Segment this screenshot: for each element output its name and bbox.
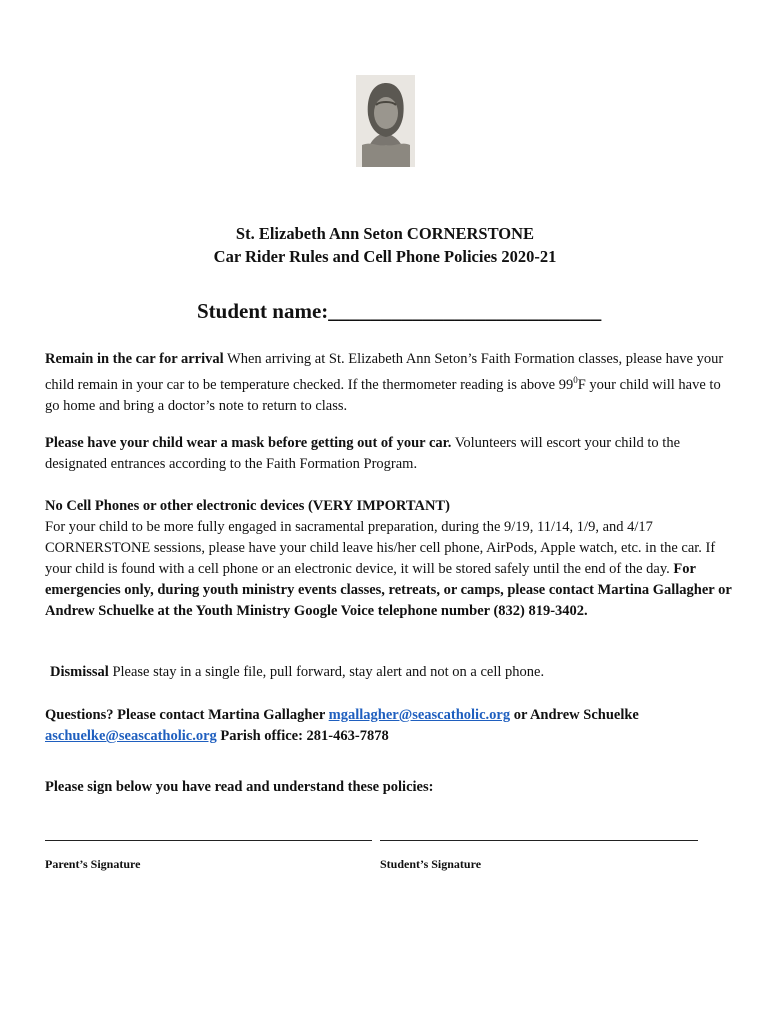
mask-heading: Please have your child wear a mask before getting out of your car.	[45, 435, 452, 451]
document-subtitle: Car Rider Rules and Cell Phone Policies 2020-21	[213, 247, 557, 266]
mask-paragraph	[45, 433, 735, 475]
degree-sup: 0	[573, 375, 578, 385]
student-name-field: Student name:__________________________	[197, 299, 602, 323]
mask-body: Volunteers will escort your child to the designated entrances according to the Faith Formation Program.	[45, 435, 680, 472]
questions-middle: or Andrew Schuelke	[510, 707, 639, 723]
dismissal-paragraph	[50, 662, 740, 683]
student-signature-label: Student’s Signature	[380, 857, 482, 871]
remain-in-car-paragraph	[45, 349, 735, 417]
parent-signature-line[interactable]	[45, 840, 372, 842]
email-link-gallagher[interactable]: mgallagher@seascatholic.org	[328, 707, 511, 723]
student-signature-line[interactable]	[380, 840, 698, 842]
phones-paragraph	[45, 496, 735, 622]
emergency-text: For emergencies only, during youth ministry events classes, retreats, or camps, please contact Martina Gallagher or Andrew Schuelke at the Youth Ministry Google Voice telephone number (832) 819-3402.	[45, 561, 732, 619]
remain-body: When arriving at St. Elizabeth Ann Seton’s Faith Formation classes, please have your child remain in your car to be temperature checked. If the thermometer reading is above 99	[45, 351, 724, 393]
dismissal-heading: Dismissal	[50, 664, 109, 680]
questions-paragraph	[45, 705, 735, 747]
remain-heading: Remain in the car for arrival	[45, 351, 224, 367]
remain-body-2: F your child will have to go home and bring a doctor’s note to return to class.	[45, 376, 721, 414]
phones-heading: No Cell Phones or other electronic devices (VERY IMPORTANT)	[45, 498, 450, 514]
parish-office: Parish office: 281-463-7878	[216, 728, 389, 744]
statue-photo	[356, 75, 415, 167]
phones-body: For your child to be more fully engaged in sacramental preparation, during the 9/19, 11/14, 1/9, and 4/17 CORNERSTONE sessions, please have your child leave his/her cell phone, AirPods, Apple watch, etc. in the car. If your child is found with a cell phone or an electronic device, it will be stored safely until the end of the day.	[45, 519, 716, 577]
parent-signature-label: Parent’s Signature	[45, 857, 141, 871]
document-title: St. Elizabeth Ann Seton CORNERSTONE	[235, 224, 535, 243]
sign-prompt: Please sign below you have read and understand these policies:	[45, 779, 434, 795]
dismissal-body: Please stay in a single file, pull forward, stay alert and not on a cell phone.	[108, 664, 545, 680]
questions-prefix: Questions? Please contact Martina Gallagher	[45, 707, 329, 723]
email-link-schuelke[interactable]: aschuelke@seascatholic.org	[45, 728, 217, 744]
